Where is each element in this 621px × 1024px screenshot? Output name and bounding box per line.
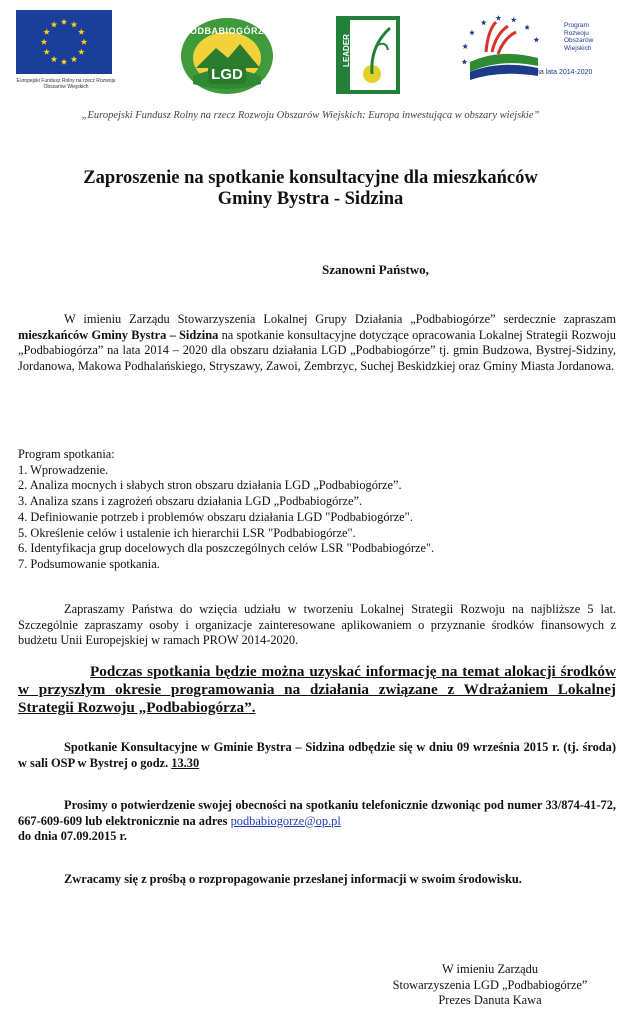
- email-link[interactable]: podbabiogorze@op.pl: [230, 813, 341, 828]
- signature-line-2: Stowarzyszenia LGD „Podbabiogórze”: [392, 977, 588, 992]
- program-item: 6. Identyfikacja grup docelowych dla poszczególnych celów LSR "Podbabiogórze".: [18, 541, 435, 556]
- leader-text: LEADER: [341, 34, 351, 67]
- eu-caption: Europejski Fundusz Rolny na rzecz Rozwoju Obszarów Wiejskich: [16, 78, 116, 90]
- signature-line-1: W imieniu Zarządu: [441, 962, 539, 976]
- highlight-paragraph: [18, 663, 616, 717]
- prow-text: [564, 22, 593, 52]
- title-line-2: Gminy Bystra - Sidzina: [217, 189, 404, 209]
- prow-line: Rozwoju: [564, 29, 589, 37]
- invite-paragraph: [18, 602, 616, 649]
- invite-text: Zapraszamy Państwa do wzięcia udziału w tworzeniu Lokalnej Strategii Rozwoju na najbliższe 5 lat. Szczególnie zapraszamy osoby i organizacje zainteresowane aplikowaniem o przyznanie środków finansowych z budżetu Unii Europejskiej w ramach PROW 2014-2020.: [18, 602, 616, 648]
- meeting-time: 13.30: [171, 755, 200, 770]
- meeting-paragraph: [18, 740, 616, 771]
- lgd-bottom-text: LGD: [211, 66, 243, 83]
- star-icon: [511, 17, 517, 22]
- star-icon: [462, 44, 468, 49]
- signature-line-3: Prezes Danuta Kawa: [438, 993, 542, 1008]
- confirm-deadline: do dnia 07.09.2015 r.: [18, 829, 128, 844]
- intro-paragraph: [18, 312, 616, 374]
- program-heading: Program spotkania:: [18, 447, 115, 461]
- program-item: 2. Analiza mocnych i słabych stron obszaru działania LGD „Podbabiogórze”.: [18, 478, 402, 493]
- star-icon: [462, 59, 468, 64]
- prow-line: Wiejskich: [564, 44, 592, 52]
- star-icon: [534, 37, 540, 42]
- title-line-1: Zaproszenie na spotkanie konsultacyjne dla mieszkańców: [83, 168, 538, 188]
- eu-flag-logo: [16, 10, 112, 74]
- star-icon: [524, 25, 530, 30]
- star-icon: [481, 20, 487, 25]
- document-title: [0, 168, 621, 210]
- meeting-text: Spotkanie Konsultacyjne w Gminie Bystra – Sidzina odbędzie się w dniu 09 września 2015 r. (tj. środa) w sali OSP w Bystrej o godz.: [18, 740, 616, 770]
- program-list: [18, 447, 608, 573]
- program-item: 4. Definiowanie potrzeb i problemów obszaru działania LGD "Podbabiogórze".: [18, 509, 413, 524]
- signature: [360, 962, 620, 1009]
- prow-line: Obszarów: [564, 37, 594, 44]
- confirm-paragraph: [18, 798, 616, 845]
- program-item: 3. Analiza szans i zagrożeń obszaru działania LGD „Podbabiogórze”.: [18, 494, 363, 509]
- lgd-podbabiogorze-logo: [176, 14, 278, 96]
- request-paragraph: [18, 872, 616, 888]
- confirm-text: Prosimy o potwierdzenie swojej obecności na spotkaniu telefonicznie dzwoniąc pod numer 33/874-41-72, 667-609-609 lub elektronicznie na adres: [18, 798, 616, 828]
- highlight-text: Podczas spotkania będzie można uzyskać informację na temat alokacji środków w przyszłym okresie programowania na działania związane z Wdrażaniem Lokalnej Strategii Rozwoju „Podbabiogórza”.: [18, 663, 616, 716]
- prow-years: na lata 2014-2020: [536, 69, 593, 76]
- leader-logo: [336, 16, 400, 94]
- logo-header: [0, 0, 621, 100]
- program-item: 1. Wprowadzenie.: [18, 462, 109, 477]
- lgd-top-text: PODBABIOGÓRZE: [183, 26, 271, 36]
- program-item: 5. Określenie celów i ustalenie ich hierarchii LSR "Podbabiogórze".: [18, 525, 356, 540]
- intro-text-2: na spotkanie konsultacyjne dotyczące opracowania Lokalnej Strategii Rozwoju „Podbabiogórza” na lata 2014 – 2020 dla obszaru działania LGD „Podbabiogórze” tj. gmin Budzowa, Bystrej-Sidziny, Jordanowa, Makowa Podhalańskiego, Stryszawy, Zawoi, Zembrzyc, Suchej Beskidzkiej oraz Gminy Miasta Jordanowa.: [18, 327, 617, 373]
- intro-bold: mieszkańców Gminy Bystra – Sidzina: [18, 327, 219, 342]
- program-item: 7. Podsumowanie spotkania.: [18, 556, 160, 571]
- eafrd-quote: „Europejski Fundusz Rolny na rzecz Rozwoju Obszarów Wiejskich: Europa inwestująca w obszary wiejskie”: [81, 110, 540, 121]
- greeting: Szanowni Państwo,: [322, 262, 429, 277]
- prow-line: Program: [564, 22, 589, 29]
- request-text: Zwracamy się z prośbą o rozpropagowanie przesłanej informacji w swoim środowisku.: [64, 872, 522, 886]
- star-icon: [496, 15, 502, 20]
- intro-text-1: W imieniu Zarządu Stowarzyszenia Lokalnej Grupy Działania „Podbabiogórze” serdecznie zapraszam: [64, 312, 616, 326]
- star-icon: [469, 30, 475, 35]
